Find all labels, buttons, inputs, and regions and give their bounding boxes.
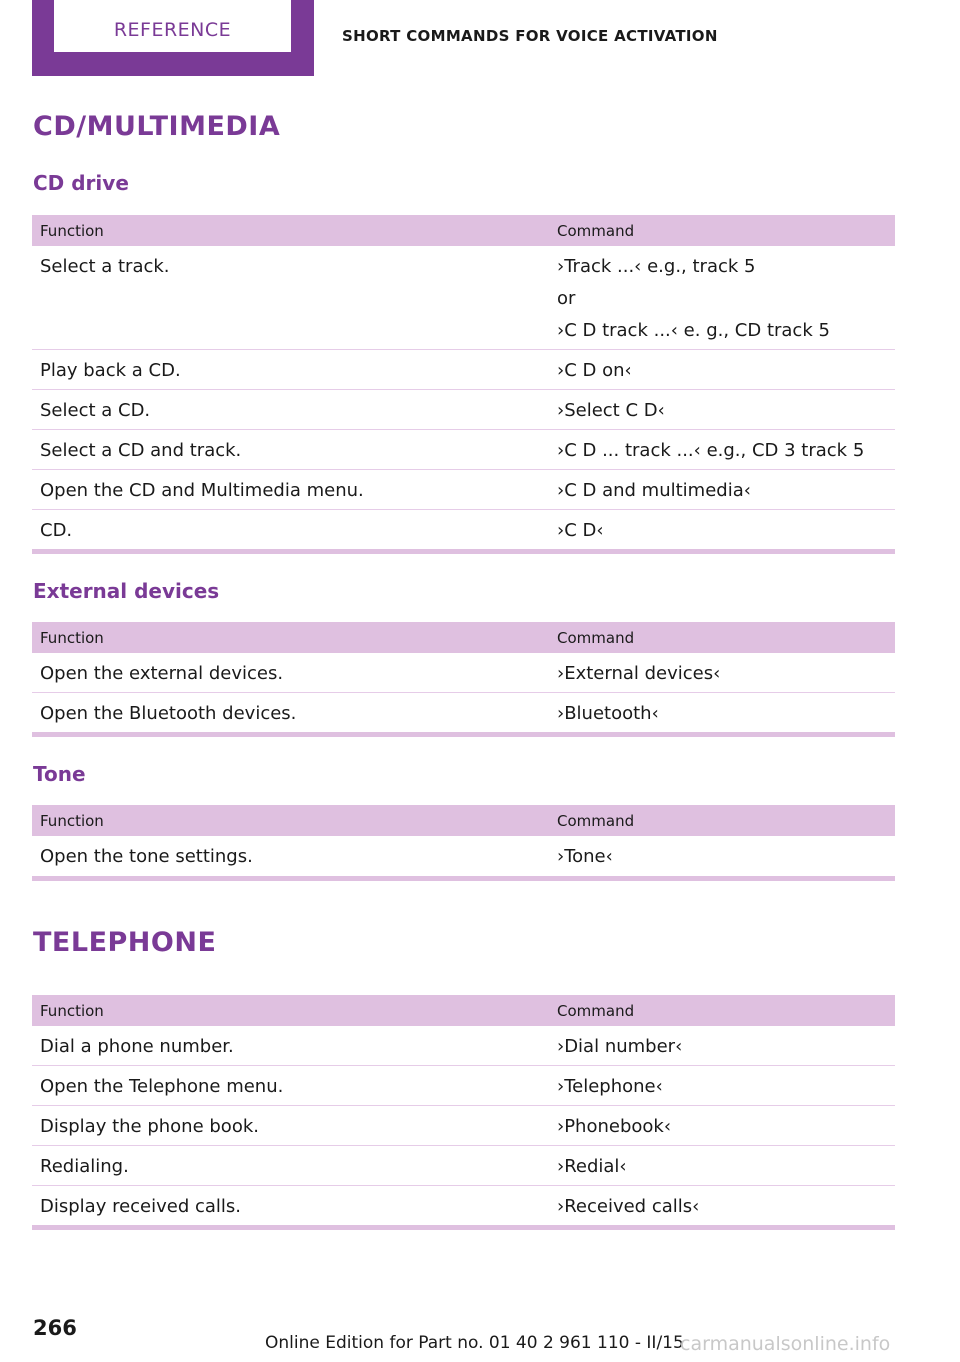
command-cell: ›Bluetooth‹ [557, 703, 659, 724]
subsection-title-tone: Tone [33, 762, 86, 786]
command-cell: ›Tone‹ [557, 846, 613, 867]
function-cell: CD. [40, 520, 73, 541]
table-row [32, 1106, 895, 1146]
table-header-row [32, 215, 895, 246]
header-tab [32, 0, 314, 76]
external-devices-table [32, 622, 895, 737]
footer-edition-text: Online Edition for Part no. 01 40 2 961 110 - II/15 [265, 1333, 684, 1353]
column-header-function: Function [40, 1001, 104, 1020]
table-header-row [32, 622, 895, 653]
section-title-cd-multimedia: CD/MULTIMEDIA [33, 111, 281, 142]
command-cell: ›Received calls‹ [557, 1196, 700, 1217]
table-row [32, 470, 895, 510]
command-line: ›Track ...‹ e.g., track 5 [557, 256, 756, 277]
cd-drive-table [32, 215, 895, 554]
function-cell: Select a track. [40, 256, 170, 277]
command-line: ›C D track ...‹ e. g., CD track 5 [557, 320, 830, 341]
subsection-title-external-devices: External devices [33, 579, 220, 603]
table-row [32, 1186, 895, 1225]
tone-table [32, 805, 895, 881]
table-end-rule [32, 732, 895, 737]
header-tab-label: REFERENCE [113, 19, 232, 41]
function-cell: Display the phone book. [40, 1116, 259, 1137]
table-row [32, 1066, 895, 1106]
command-cell: ›C D on‹ [557, 360, 632, 381]
function-cell: Open the external devices. [40, 663, 284, 684]
table-row [32, 693, 895, 732]
command-cell: ›C D and multimedia‹ [557, 480, 751, 501]
column-header-function: Function [40, 811, 104, 830]
page-number: 266 [33, 1316, 77, 1340]
table-row [32, 836, 895, 876]
column-header-command: Command [557, 811, 635, 830]
header-title: SHORT COMMANDS FOR VOICE ACTIVATION [342, 27, 718, 45]
table-row [32, 350, 895, 390]
function-cell: Open the Bluetooth devices. [40, 703, 297, 724]
column-header-command: Command [557, 1001, 635, 1020]
function-cell: Play back a CD. [40, 360, 181, 381]
table-header-row [32, 805, 895, 836]
command-cell: ›Phonebook‹ [557, 1116, 672, 1137]
command-cell: ›C D‹ [557, 520, 604, 541]
subsection-title-cd-drive: CD drive [33, 171, 129, 195]
table-row [32, 653, 895, 693]
command-cell: ›C D ... track ...‹ e.g., CD 3 track 5 [557, 440, 865, 461]
function-cell: Display received calls. [40, 1196, 242, 1217]
table-row [32, 246, 895, 350]
command-cell: ›Redial‹ [557, 1156, 627, 1177]
watermark: carmanualsonline.info [680, 1333, 891, 1355]
table-end-rule [32, 1225, 895, 1230]
command-cell: ›External devices‹ [557, 663, 721, 684]
command-line: or [557, 288, 576, 309]
telephone-table [32, 995, 895, 1230]
table-end-rule [32, 549, 895, 554]
column-header-function: Function [40, 221, 104, 240]
table-row [32, 390, 895, 430]
column-header-command: Command [557, 221, 635, 240]
command-cell [550, 255, 895, 349]
table-row [32, 510, 895, 549]
table-header-row [32, 995, 895, 1026]
table-row [32, 1026, 895, 1066]
command-cell: ›Select C D‹ [557, 400, 665, 421]
section-title-telephone: TELEPHONE [33, 927, 217, 958]
table-row [32, 430, 895, 470]
header-tab-inner [54, 0, 291, 52]
table-row [32, 1146, 895, 1186]
function-cell: Open the CD and Multimedia menu. [40, 480, 364, 501]
function-cell: Select a CD and track. [40, 440, 242, 461]
table-end-rule [32, 876, 895, 881]
command-cell: ›Dial number‹ [557, 1036, 683, 1057]
command-cell: ›Telephone‹ [557, 1076, 663, 1097]
function-cell: Open the tone settings. [40, 846, 253, 867]
column-header-function: Function [40, 628, 104, 647]
function-cell: Dial a phone number. [40, 1036, 234, 1057]
column-header-command: Command [557, 628, 635, 647]
function-cell: Select a CD. [40, 400, 151, 421]
function-cell: Redialing. [40, 1156, 129, 1177]
function-cell: Open the Telephone menu. [40, 1076, 284, 1097]
